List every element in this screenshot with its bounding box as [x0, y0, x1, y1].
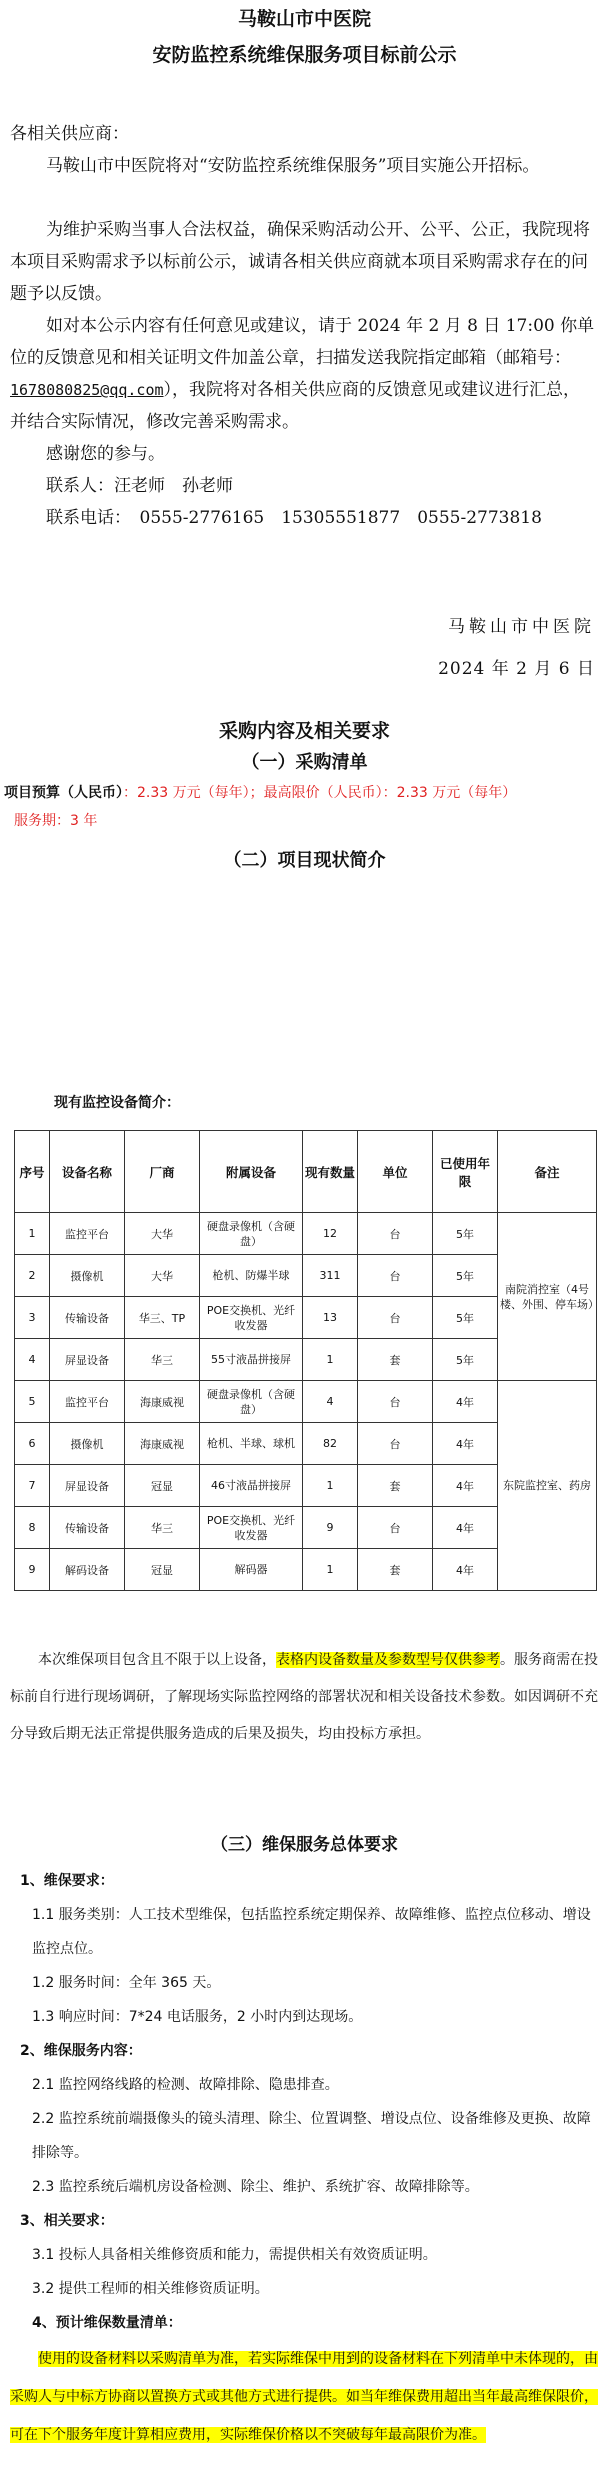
table-row: 8 传输设备 华三 POE交换机、光纤收发器 9 台 4年 [15, 1507, 597, 1549]
col-no: 序号 [15, 1131, 50, 1213]
table-header-row [15, 1131, 597, 1213]
hospital-title: 马鞍山市中医院 [237, 8, 371, 30]
col-years: 已使用年限 [433, 1131, 498, 1213]
budget-value: ：2.33 万元（每年）；最高限价（人民币）：2.33 万元（每年） [123, 785, 517, 801]
email-link[interactable]: 1678080825@qq.com [10, 381, 164, 399]
table-row: 3 传输设备 华三、TP POE交换机、光纤收发器 13 台 5年 [15, 1297, 597, 1339]
section-sub-2: （二）项目现状简介 [223, 850, 386, 871]
notice-para-1: 马鞍山市中医院将对“安防监控系统维保服务”项目实施公开招标。 [46, 156, 540, 176]
table-row: 1 监控平台 大华 硬盘录像机（含硬盘） 12 台 5年 南院消控室（4号楼、外围、停车场） [15, 1213, 597, 1255]
req-1-title: 1、维保要求： [20, 1873, 114, 1889]
req-2-2: 2.2 监控系统前端摄像头的镜头清理、除尘、位置调整、增设点位、设备维修及更换、故障排除等。 [32, 2111, 591, 2161]
section-sub-1: （一）采购清单 [241, 752, 368, 773]
req-2-title: 2、维保服务内容： [20, 2043, 142, 2059]
req-1-1: 1.1 服务类别：人工技术型维保，包括监控系统定期保养、故障维修、监控点位移动、增设监控点位。 [32, 1907, 591, 1957]
notice-para-3b: ），我院将对各相关供应商的反馈意见或建议进行汇总，并结合实际情况，修改完善采购需求。 [10, 380, 581, 432]
thanks-text: 感谢您的参与。 [46, 444, 165, 464]
col-remark: 备注 [498, 1131, 597, 1213]
remark-south: 南院消控室（4号楼、外围、停车场） [498, 1213, 597, 1381]
scope-text-a: 本次维保项目包含且不限于以上设备， [38, 1652, 276, 1668]
req-1-2: 1.2 服务时间：全年 365 天。 [32, 1975, 221, 1991]
signature-org: 马鞍山市中医院 [448, 617, 595, 637]
req-1-3: 1.3 响应时间：7*24 电话服务，2 小时内到达现场。 [32, 2009, 363, 2025]
req-4-text-wrap [10, 2340, 598, 2454]
budget-label: 项目预算（人民币） [4, 785, 123, 801]
req-3-2: 3.2 提供工程师的相关维修资质证明。 [32, 2281, 269, 2297]
scope-paragraph [10, 1642, 598, 1753]
col-qty: 现有数量 [303, 1131, 358, 1213]
notice-para-3a: 如对本公示内容有任何意见或建议，请于 2024 年 2 月 8 日 17:00 你单位的反馈意见和相关证明文件加盖公章，扫描发送我院指定邮箱（邮箱号： [10, 316, 595, 368]
col-unit: 单位 [358, 1131, 433, 1213]
contact-phones: 联系电话： 0555-2776165 15305551877 0555-2773818 [46, 508, 542, 528]
scope-text-b: 。服务商需在投标前自行进行现场调研，了解现场实际监控网络的部署状况和相关设备技术参数。如因调研不充分导致后期无法正常提供服务造成的后果及损失，均由投标方承担。 [10, 1652, 598, 1742]
table-row: 5 监控平台 海康威视 硬盘录像机（含硬盘） 4 台 4年 东院监控室、药房 [15, 1381, 597, 1423]
col-accessories: 附属设备 [200, 1131, 303, 1213]
req-2-1: 2.1 监控网络线路的检测、故障排除、隐患排查。 [32, 2077, 339, 2093]
section-main-title: 采购内容及相关要求 [218, 720, 390, 742]
equipment-label: 现有监控设备简介： [54, 1095, 180, 1111]
table-row: 6 摄像机 海康威视 枪机、半球、球机 82 台 4年 [15, 1423, 597, 1465]
service-period: 服务期：3 年 [14, 813, 98, 829]
col-name: 设备名称 [50, 1131, 125, 1213]
table-row: 7 屏显设备 冠显 46寸液晶拼接屏 1 套 4年 [15, 1465, 597, 1507]
notice-title: 安防监控系统维保服务项目标前公示 [152, 44, 457, 66]
scope-highlight: 表格内设备数量及参数型号仅供参考 [276, 1652, 500, 1668]
req-3-title: 3、相关要求： [20, 2213, 114, 2229]
notice-para-2: 为维护采购当事人合法权益，确保采购活动公开、公平、公正，我院现将本项目采购需求予以标前公示，诚请各相关供应商就本项目采购需求存在的问题予以反馈。 [10, 220, 590, 304]
notice-para-3 [10, 310, 595, 438]
table-row: 4 屏显设备 华三 55寸液晶拼接屏 1 套 5年 [15, 1339, 597, 1381]
signature-date: 2024 年 2 月 6 日 [438, 659, 595, 679]
req-2-3: 2.3 监控系统后端机房设备检测、除尘、维护、系统扩容、故障排除等。 [32, 2179, 479, 2195]
requirements-block [10, 1864, 598, 2454]
section-sub-3: （三）维保服务总体要求 [211, 1835, 398, 1855]
col-vendor: 厂商 [125, 1131, 200, 1213]
salutation: 各相关供应商： [10, 124, 129, 144]
table-row: 2 摄像机 大华 枪机、防爆半球 311 台 5年 [15, 1255, 597, 1297]
remark-east: 东院监控室、药房 [498, 1381, 597, 1591]
contact-persons: 联系人：汪老师 孙老师 [46, 476, 233, 496]
equipment-table [14, 1130, 597, 1591]
req-4-text: 使用的设备材料以采购清单为准，若实际维保中用到的设备材料在下列清单中未体现的，由采购人与中标方协商以置换方式或其他方式进行提供。如当年维保费用超出当年最高维保限价，可在下个服务年度计算相应费用，实际维保价格以不突破每年最高限价为准。 [10, 2351, 598, 2443]
req-4-title: 4、预计维保数量清单： [32, 2315, 182, 2331]
table-row: 9 解码设备 冠显 解码器 1 套 4年 [15, 1549, 597, 1591]
budget-line [4, 780, 604, 806]
req-3-1: 3.1 投标人具备相关维修资质和能力，需提供相关有效资质证明。 [32, 2247, 437, 2263]
